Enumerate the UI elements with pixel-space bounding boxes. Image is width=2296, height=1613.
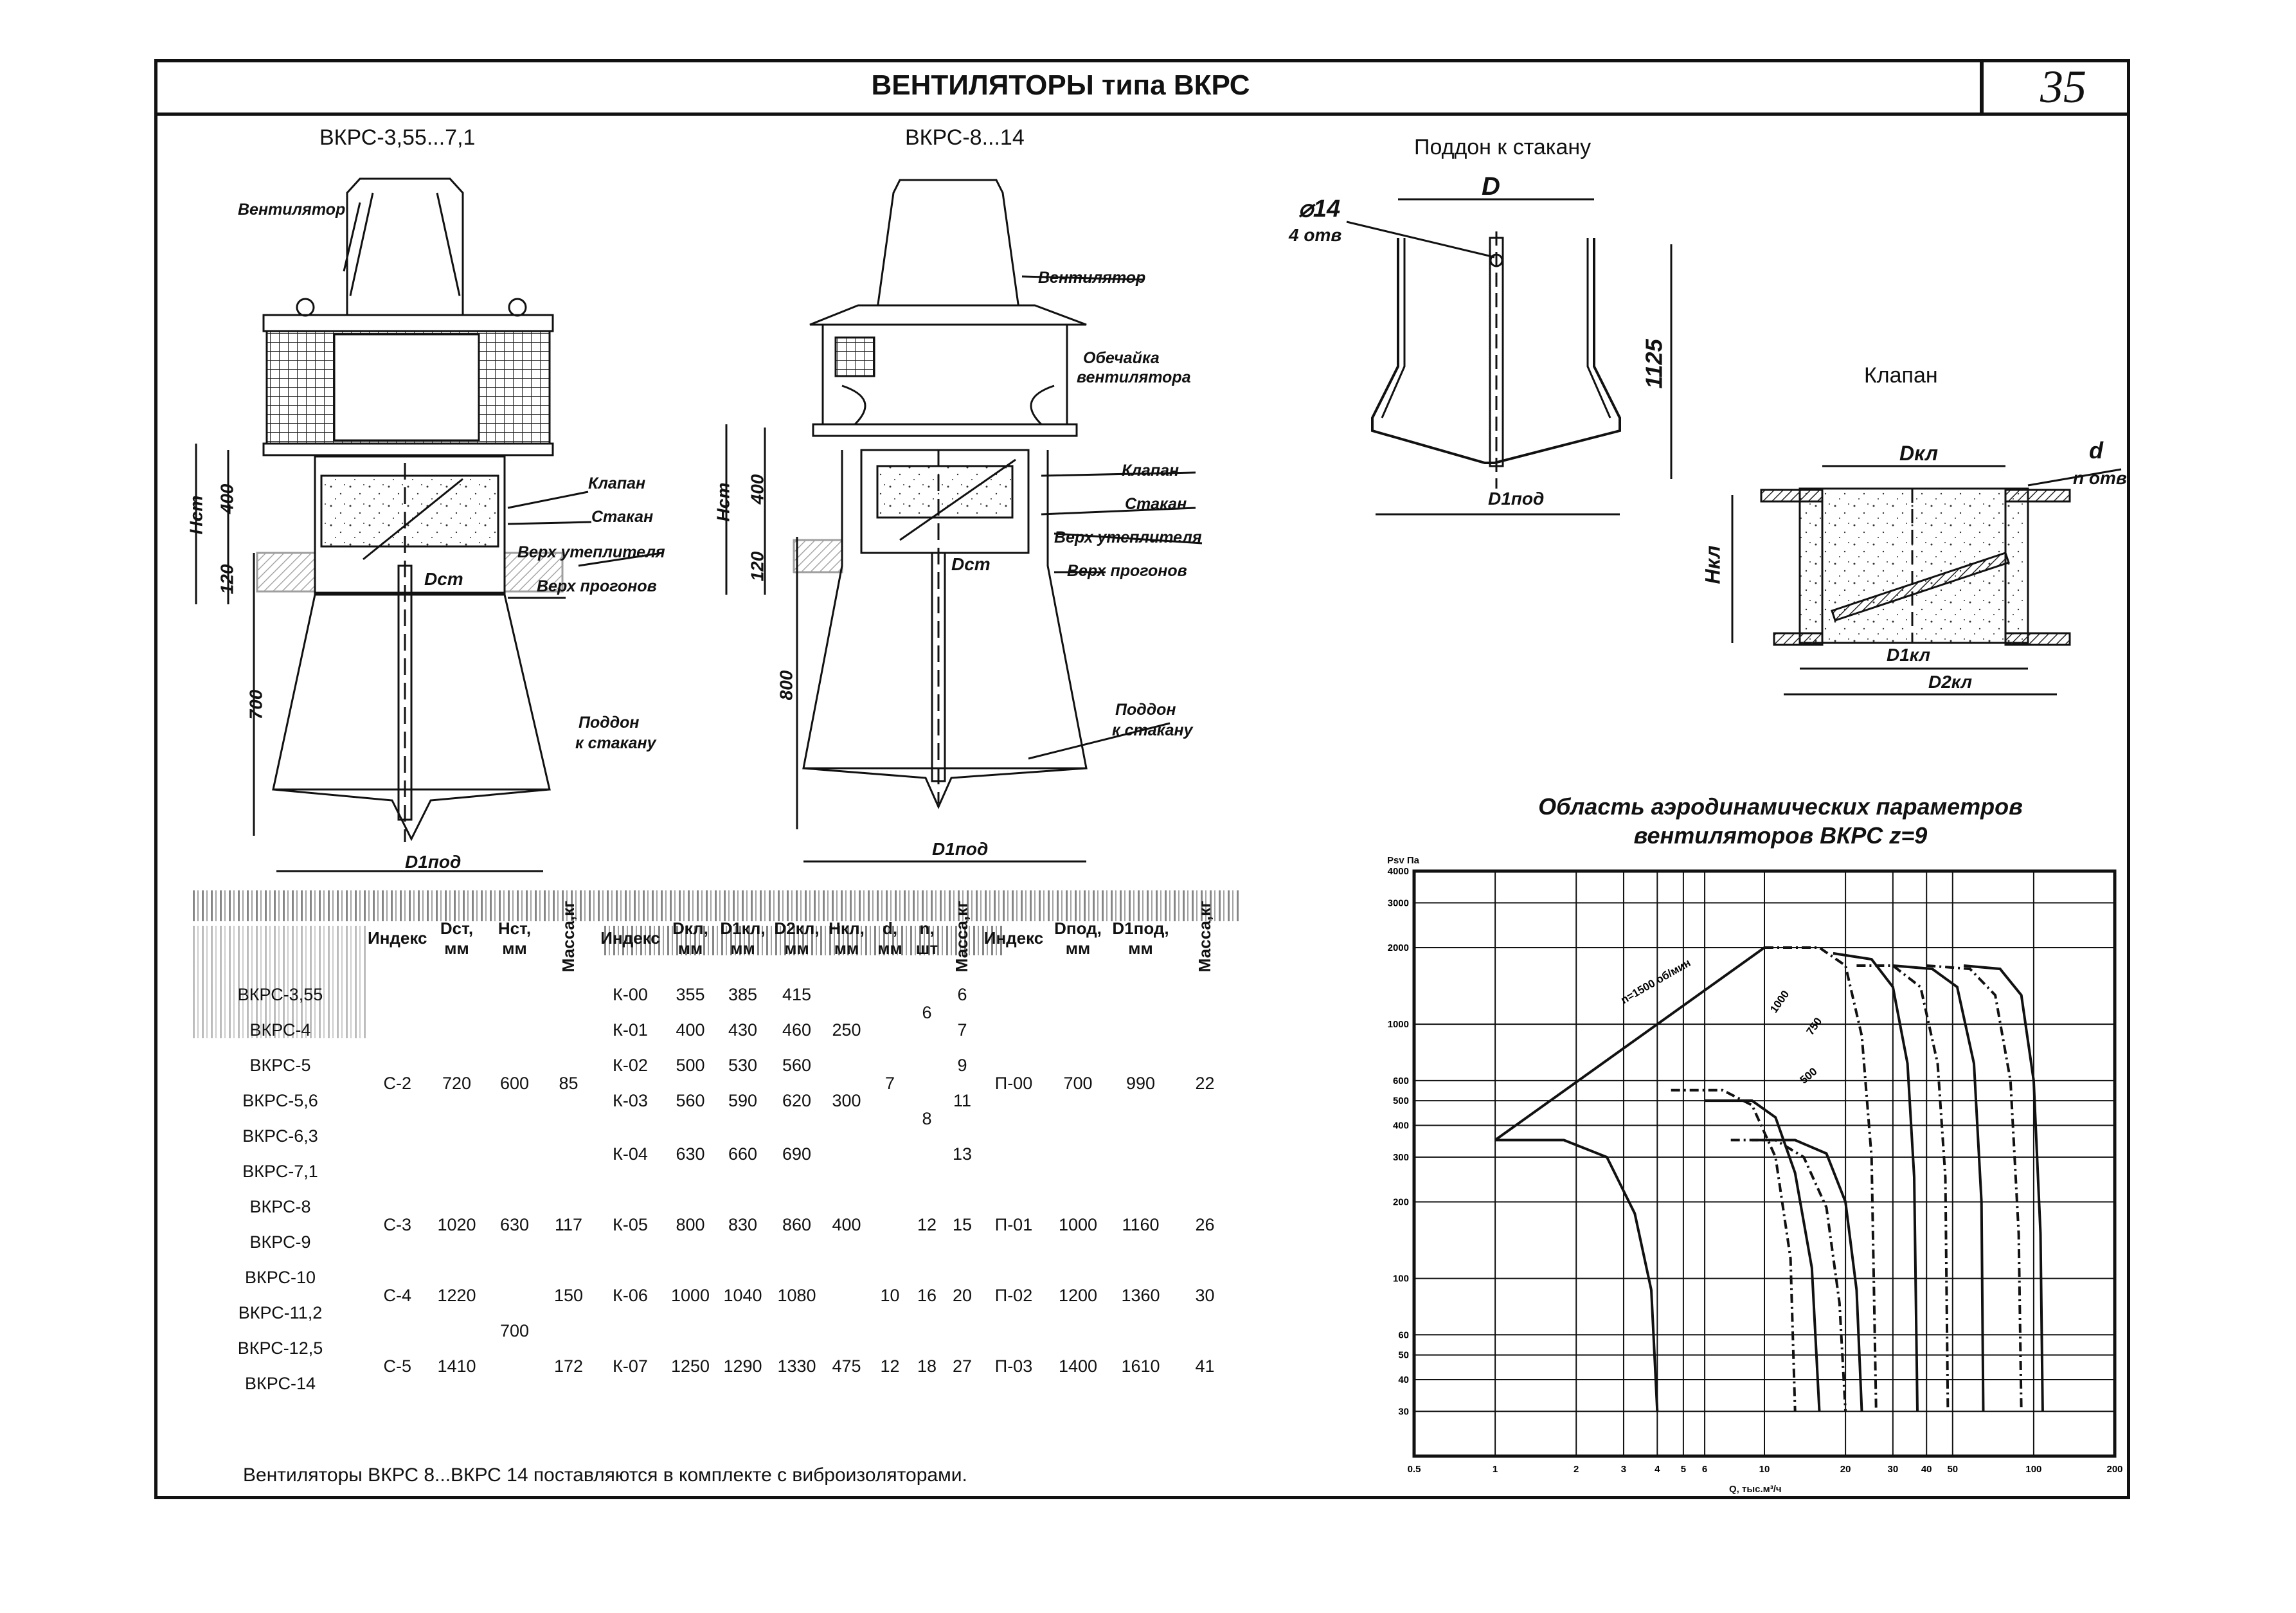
dim-120-mid: 120 xyxy=(747,551,767,582)
fan-model: ВКРС-4 xyxy=(249,1020,311,1040)
chart-curve-label: 500 xyxy=(1797,1065,1820,1086)
valve-d2kl: 460 xyxy=(782,1020,812,1040)
chart-y-tick: 3000 xyxy=(1387,897,1409,909)
valve-mass: 27 xyxy=(952,1356,973,1376)
label-tray2-mid: к стакану xyxy=(1112,721,1193,739)
left-fan-title: ВКРС-3,55...7,1 xyxy=(319,125,476,150)
label-valve: Клапан xyxy=(588,474,646,492)
chart-x-tick: 100 xyxy=(2025,1464,2042,1475)
valve-d1kl: 1040 xyxy=(723,1285,762,1305)
cup-index: С-3 xyxy=(383,1214,411,1234)
valve-d1kl: 830 xyxy=(728,1214,758,1234)
valve-d1kl: 590 xyxy=(728,1091,758,1110)
tray-d1pod: 1160 xyxy=(1122,1214,1160,1234)
tray-title: Поддон к стакану xyxy=(1414,135,1592,159)
dim-d1kl: D1кл xyxy=(1887,645,1931,665)
valve-dkl: 1250 xyxy=(670,1356,710,1376)
dim-dkl: Dкл xyxy=(1899,442,1939,465)
tray-mass: 41 xyxy=(1195,1356,1215,1376)
table-header: Масса,кг xyxy=(1194,900,1214,972)
cup-dst: 1410 xyxy=(437,1356,476,1376)
valve-index: К-03 xyxy=(613,1091,648,1110)
valve-mass: 20 xyxy=(952,1285,973,1305)
cup-dst: 1020 xyxy=(437,1214,476,1234)
chart-y-tick: 600 xyxy=(1392,1075,1409,1086)
dim-800-mid: 800 xyxy=(776,670,796,701)
valve-hkl: 400 xyxy=(832,1214,861,1234)
chart-x-tick: 6 xyxy=(1701,1464,1708,1475)
cup-hst: 700 xyxy=(499,1320,530,1340)
label-fan-mid: Вентилятор xyxy=(1038,269,1146,287)
tray-index: П-02 xyxy=(994,1285,1033,1305)
valve-mass: 11 xyxy=(953,1091,972,1110)
chart-x-tick: 40 xyxy=(1921,1464,1932,1475)
chart-y-tick: 50 xyxy=(1398,1349,1409,1361)
chart-x-tick: 3 xyxy=(1620,1464,1627,1475)
valve-mass: 6 xyxy=(957,985,967,1004)
chart-series-line xyxy=(1731,1140,1845,1411)
valve-index: К-07 xyxy=(613,1356,648,1376)
dim-hkl: Hкл xyxy=(1701,545,1725,584)
dim-400: 400 xyxy=(217,483,237,514)
tray-dpod: 1400 xyxy=(1058,1356,1098,1376)
valve-d2kl: 415 xyxy=(782,985,812,1004)
valve-n: 8 xyxy=(922,1108,932,1128)
chart-y-tick: 100 xyxy=(1392,1273,1409,1284)
chart-x-tick: 0.5 xyxy=(1407,1464,1421,1475)
valve-d1kl: 385 xyxy=(728,985,758,1004)
dim-holes: 4 отв xyxy=(1289,225,1342,245)
dim-D: D xyxy=(1482,172,1500,201)
chart-series-line xyxy=(1964,966,2043,1411)
fan-model: ВКРС-6,3 xyxy=(242,1126,318,1146)
chart-y-tick: 40 xyxy=(1398,1374,1409,1385)
valve-d2kl: 690 xyxy=(782,1144,812,1164)
chart-y-tick: 30 xyxy=(1398,1406,1409,1418)
fan-model: ВКРС-5,6 xyxy=(242,1091,318,1110)
chart-series-line xyxy=(1926,966,2022,1411)
dim-hst: Hст xyxy=(186,495,206,535)
table-header: Dпод, мм xyxy=(1054,918,1102,958)
page-title: ВЕНТИЛЯТОРЫ типа ВКРС xyxy=(871,69,1250,101)
valve-dkl: 630 xyxy=(676,1144,705,1164)
table-header: Индекс xyxy=(368,928,427,948)
valve-n: 18 xyxy=(917,1356,937,1376)
tray-d1pod: 1610 xyxy=(1121,1356,1160,1376)
chart-curve-label: 1000 xyxy=(1768,988,1792,1016)
valve-hkl: 250 xyxy=(832,1020,861,1040)
valve-d1kl: 660 xyxy=(728,1144,758,1164)
dim-hole: ⌀14 xyxy=(1298,195,1341,222)
valve-dkl: 800 xyxy=(676,1214,705,1234)
tray-d1pod: 990 xyxy=(1126,1073,1156,1093)
dim-dst: Dст xyxy=(424,569,463,589)
chart-curve-label: n=1500 об/мин xyxy=(1619,956,1693,1007)
cup-hst: 600 xyxy=(499,1073,530,1093)
table-header: Индекс xyxy=(983,928,1044,948)
chart-x-tick: 1 xyxy=(1492,1464,1498,1475)
chart-curve-label: 750 xyxy=(1804,1015,1825,1038)
chart-y-tick: 500 xyxy=(1392,1095,1409,1107)
tray-index: П-00 xyxy=(994,1073,1033,1093)
fan-model: ВКРС-8 xyxy=(249,1197,311,1216)
cup-index: С-4 xyxy=(383,1285,411,1305)
chart-envelope-line xyxy=(1495,948,1764,1140)
table-header: D1кл, мм xyxy=(720,918,766,958)
page-number: 35 xyxy=(2040,61,2086,113)
valve-index: К-00 xyxy=(613,985,648,1004)
valve-n: 16 xyxy=(917,1285,937,1305)
valve-d: 7 xyxy=(884,1073,895,1093)
chart-series-line xyxy=(1671,1090,1795,1412)
valve-dkl: 500 xyxy=(676,1056,705,1075)
valve-hkl: 475 xyxy=(832,1356,861,1376)
cup-index: С-5 xyxy=(383,1356,411,1376)
chart-y-tick: 300 xyxy=(1392,1151,1409,1163)
tray-d1pod: 1360 xyxy=(1121,1285,1160,1305)
chart-title: Область аэродинамических параметров вентиляторов ВКРС z=9 xyxy=(1538,793,2023,849)
valve-d2kl: 1330 xyxy=(777,1356,816,1376)
dim-hst-mid: Hст xyxy=(713,482,733,522)
label-fan: Вентилятор xyxy=(238,201,346,219)
valve-d2kl: 560 xyxy=(782,1056,812,1075)
valve-dkl: 355 xyxy=(676,985,705,1004)
valve-mass: 15 xyxy=(952,1214,973,1234)
dim-d1pod-tray: D1под xyxy=(1488,489,1545,509)
cup-mass: 150 xyxy=(553,1285,584,1305)
valve-n: 12 xyxy=(917,1214,937,1234)
footnote: Вентиляторы ВКРС 8...ВКРС 14 поставляются в комплекте с виброизоляторами. xyxy=(243,1464,967,1486)
dim-notv: n отв xyxy=(2073,468,2127,488)
chart-y-tick: 1000 xyxy=(1387,1019,1409,1031)
valve-d2kl: 620 xyxy=(782,1091,812,1110)
chart-x-tick: 20 xyxy=(1840,1464,1851,1475)
fan-model: ВКРС-3,55 xyxy=(237,985,323,1004)
dim-1125: 1125 xyxy=(1640,339,1667,389)
chart-ylabel: Psv Па xyxy=(1387,855,1419,866)
chart-x-tick: 2 xyxy=(1574,1464,1579,1475)
valve-d1kl: 430 xyxy=(728,1020,758,1040)
valve-d1kl: 1290 xyxy=(723,1356,762,1376)
label-purlin: Верх прогонов xyxy=(537,577,657,595)
dim-120: 120 xyxy=(217,564,237,595)
mid-fan-title: ВКРС-8...14 xyxy=(905,125,1025,150)
dim-d2kl: D2кл xyxy=(1928,672,1973,692)
fan-model: ВКРС-7,1 xyxy=(242,1162,318,1181)
valve-index: К-04 xyxy=(613,1144,648,1164)
valve-mass: 13 xyxy=(952,1144,973,1164)
cup-index: С-2 xyxy=(383,1073,411,1093)
chart-x-tick: 200 xyxy=(2106,1464,2123,1475)
valve-d2kl: 860 xyxy=(782,1214,812,1234)
dim-d: d xyxy=(2089,437,2103,464)
table-header: Dкл, мм xyxy=(672,918,708,958)
valve-title: Клапан xyxy=(1864,363,1938,388)
table-header: Индекс xyxy=(600,928,660,948)
table-header: Масса,кг xyxy=(558,900,578,972)
fan-model: ВКРС-9 xyxy=(249,1232,311,1252)
fan-model: ВКРС-14 xyxy=(245,1374,316,1393)
tray-dpod: 1200 xyxy=(1058,1285,1098,1305)
tray-dpod: 1000 xyxy=(1058,1214,1098,1234)
chart-x-tick: 4 xyxy=(1655,1464,1660,1475)
chart-x-tick: 50 xyxy=(1947,1464,1959,1475)
valve-dkl: 400 xyxy=(676,1020,705,1040)
cup-mass: 85 xyxy=(559,1073,578,1093)
dim-400-mid: 400 xyxy=(747,474,767,505)
chart-y-tick: 2000 xyxy=(1387,942,1409,954)
chart-y-tick: 4000 xyxy=(1387,866,1409,877)
chart-series-line xyxy=(1705,1101,1819,1411)
cup-mass: 172 xyxy=(553,1356,584,1376)
table-header: D1под, мм xyxy=(1112,918,1169,958)
tray-dpod: 700 xyxy=(1063,1073,1093,1093)
label-purlin-mid: Верх прогонов xyxy=(1067,562,1187,580)
label-tray1: Поддон xyxy=(578,714,640,732)
chart-y-tick: 60 xyxy=(1398,1329,1409,1341)
chart-y-tick: 200 xyxy=(1392,1196,1409,1208)
table-header: D2кл, мм xyxy=(774,918,820,958)
dim-700: 700 xyxy=(246,689,266,720)
dim-dst-mid: Dст xyxy=(951,554,991,574)
label-cup-mid: Стакан xyxy=(1125,495,1187,513)
valve-index: К-06 xyxy=(613,1285,648,1305)
fan-model: ВКРС-10 xyxy=(245,1268,316,1287)
valve-mass: 7 xyxy=(957,1020,967,1040)
label-insul-mid: Верх утеплителя xyxy=(1054,528,1202,546)
valve-d: 12 xyxy=(880,1356,900,1376)
valve-index: К-02 xyxy=(613,1056,648,1075)
valve-index: К-01 xyxy=(613,1020,648,1040)
valve-d2kl: 1080 xyxy=(777,1285,816,1305)
tray-index: П-01 xyxy=(994,1214,1033,1234)
table-header: Нкл, мм xyxy=(829,918,865,958)
chart-y-tick: 400 xyxy=(1392,1120,1409,1131)
label-tray2: к стакану xyxy=(575,734,656,752)
dim-d1pod-mid: D1под xyxy=(932,839,989,859)
valve-d1kl: 530 xyxy=(728,1056,758,1075)
valve-d: 10 xyxy=(880,1285,900,1305)
label-shell2: вентилятора xyxy=(1077,368,1191,386)
label-valve-mid: Клапан xyxy=(1122,462,1179,480)
chart-series-line xyxy=(1893,966,1984,1411)
chart-x-tick: 5 xyxy=(1680,1464,1687,1475)
cup-hst: 630 xyxy=(499,1214,530,1234)
label-tray1-mid: Поддон xyxy=(1115,701,1176,719)
table-header: n, шт xyxy=(915,918,938,958)
valve-dkl: 560 xyxy=(676,1091,705,1110)
label-insul: Верх утеплителя xyxy=(517,543,665,561)
cup-mass: 117 xyxy=(554,1214,583,1234)
fan-model: ВКРС-11,2 xyxy=(238,1303,323,1322)
fan-model: ВКРС-5 xyxy=(249,1056,311,1075)
valve-index: К-05 xyxy=(613,1214,648,1234)
tray-mass: 22 xyxy=(1195,1073,1215,1093)
tray-index: П-03 xyxy=(994,1356,1033,1376)
chart-xlabel: Q, тыс.м³/ч xyxy=(1729,1484,1782,1495)
label-cup: Стакан xyxy=(591,508,654,526)
tray-mass: 26 xyxy=(1195,1214,1215,1234)
table-header: Масса,кг xyxy=(952,900,972,972)
valve-hkl: 300 xyxy=(832,1091,861,1110)
cup-dst: 1220 xyxy=(437,1285,476,1305)
chart-x-tick: 30 xyxy=(1887,1464,1899,1475)
label-shell1: Обечайка xyxy=(1083,349,1160,367)
table-header: d, мм xyxy=(877,918,902,958)
valve-dkl: 1000 xyxy=(670,1285,710,1305)
chart-x-tick: 10 xyxy=(1759,1464,1770,1475)
table-header: Dст, мм xyxy=(440,918,474,958)
tray-mass: 30 xyxy=(1195,1285,1215,1305)
dim-d1pod: D1под xyxy=(405,852,462,872)
table-header: Нст, мм xyxy=(498,918,532,958)
cup-dst: 720 xyxy=(442,1073,472,1093)
valve-mass: 9 xyxy=(957,1056,967,1075)
fan-model: ВКРС-12,5 xyxy=(237,1338,323,1358)
valve-n: 6 xyxy=(922,1002,932,1022)
